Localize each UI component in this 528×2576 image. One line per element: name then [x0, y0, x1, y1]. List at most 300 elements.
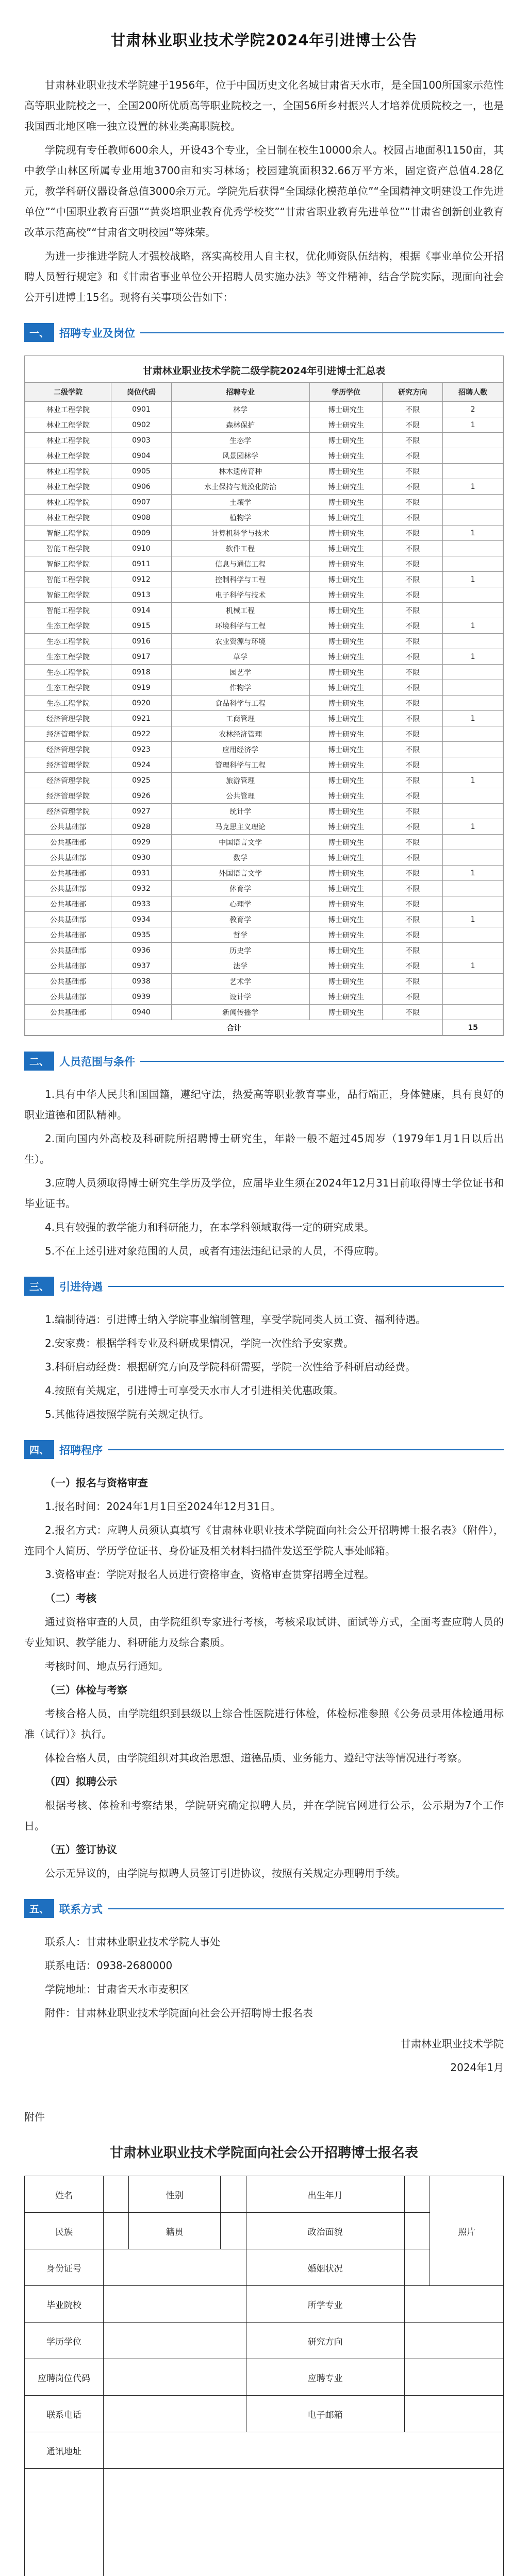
form-label — [25, 2469, 104, 2576]
form-field — [404, 2249, 430, 2286]
table-cell: 不限 — [383, 572, 443, 587]
table-row — [25, 804, 503, 819]
table-cell — [443, 603, 503, 618]
table-cell: 水土保持与荒漠化防治 — [171, 479, 309, 495]
table-cell: 博士研究生 — [309, 603, 383, 618]
table-cell: 1 — [443, 649, 503, 665]
table-cell: 智能工程学院 — [25, 572, 111, 587]
table-cell: 1 — [443, 912, 503, 927]
table-cell: 智能工程学院 — [25, 587, 111, 603]
table-cell: 博士研究生 — [309, 433, 383, 448]
table-cell: 博士研究生 — [309, 1005, 383, 1020]
table-cell — [443, 850, 503, 866]
table-cell: 不限 — [383, 912, 443, 927]
table-row — [25, 495, 503, 510]
table-row — [25, 881, 503, 896]
table-cell: 不限 — [383, 989, 443, 1005]
table-cell: 林业工程学院 — [25, 417, 111, 433]
section-heading-5 — [24, 1899, 504, 1918]
table-cell: 不限 — [383, 665, 443, 680]
table-cell: 博士研究生 — [309, 556, 383, 572]
table-cell: 不限 — [383, 742, 443, 757]
table-cell: 0911 — [111, 556, 172, 572]
table-cell: 不限 — [383, 541, 443, 556]
form-field — [221, 2176, 246, 2213]
table-cell: 不限 — [383, 881, 443, 896]
form-label: 通讯地址 — [25, 2432, 104, 2469]
section-rule — [108, 1286, 504, 1287]
table-cell — [443, 464, 503, 479]
table-row — [25, 618, 503, 634]
section-number: 四、 — [24, 1440, 54, 1459]
table-cell: 博士研究生 — [309, 943, 383, 958]
table-cell: 0906 — [111, 479, 172, 495]
intro — [24, 75, 504, 308]
table-cell: 公共基础部 — [25, 866, 111, 881]
table-cell: 博士研究生 — [309, 958, 383, 974]
table-row — [25, 835, 503, 850]
section-number: 五、 — [24, 1899, 54, 1918]
table-row — [25, 866, 503, 881]
table-cell: 外国语言文学 — [171, 866, 309, 881]
table-cell: 博士研究生 — [309, 572, 383, 587]
form-label: 联系电话 — [25, 2396, 104, 2432]
table-cell: 不限 — [383, 835, 443, 850]
table-cell: 林业工程学院 — [25, 402, 111, 417]
form-field — [404, 2176, 430, 2213]
paragraph: 1.具有中华人民共和国国籍，遵纪守法，热爱高等职业教育事业，品行端正，身体健康，具有良好的职业道德和团队精神。 — [24, 1088, 504, 1121]
table-cell: 不限 — [383, 726, 443, 742]
table-cell: 生态工程学院 — [25, 680, 111, 696]
table-row — [25, 773, 503, 788]
form-row — [25, 2432, 504, 2469]
table-cell: 智能工程学院 — [25, 526, 111, 541]
table-cell: 公共基础部 — [25, 819, 111, 835]
section-3-body — [24, 1309, 504, 1425]
table-cell: 0935 — [111, 927, 172, 943]
table-cell: 博士研究生 — [309, 742, 383, 757]
table-cell: 0928 — [111, 819, 172, 835]
table-row — [25, 510, 503, 526]
paragraph: 联系人：甘肃林业职业技术学院人事处 — [45, 1936, 220, 1948]
table-cell: 不限 — [383, 850, 443, 866]
table-cell: 软件工程 — [171, 541, 309, 556]
table-cell: 应用经济学 — [171, 742, 309, 757]
table-cell: 博士研究生 — [309, 479, 383, 495]
table-cell: 数学 — [171, 850, 309, 866]
table-cell: 不限 — [383, 896, 443, 912]
table-cell: 公共基础部 — [25, 835, 111, 850]
table-cell: 历史学 — [171, 943, 309, 958]
paragraph: 体检合格人员，由学院组织对其政治思想、道德品质、业务能力、遵纪守法等情况进行考察。 — [45, 1752, 468, 1764]
table-cell: 博士研究生 — [309, 757, 383, 773]
jobs-table — [25, 382, 503, 1036]
signoff-org: 甘肃林业职业技术学院 — [401, 2038, 504, 2050]
form-label: 学历学位 — [25, 2323, 104, 2359]
table-cell — [443, 556, 503, 572]
table-cell: 0927 — [111, 804, 172, 819]
table-cell: 公共基础部 — [25, 974, 111, 989]
table-cell: 博士研究生 — [309, 526, 383, 541]
table-cell: 计算机科学与技术 — [171, 526, 309, 541]
section-rule — [108, 1449, 504, 1450]
table-cell — [443, 680, 503, 696]
table-cell: 不限 — [383, 603, 443, 618]
table-cell: 土壤学 — [171, 495, 309, 510]
table-row — [25, 742, 503, 757]
table-cell: 0909 — [111, 526, 172, 541]
form-field — [221, 2213, 246, 2249]
table-cell — [443, 896, 503, 912]
table-cell: 新闻传播学 — [171, 1005, 309, 1020]
form-field — [404, 2396, 503, 2432]
table-cell: 博士研究生 — [309, 819, 383, 835]
table-cell: 公共基础部 — [25, 989, 111, 1005]
table-row — [25, 417, 503, 433]
table-cell — [443, 726, 503, 742]
table-row — [25, 757, 503, 773]
table-cell: 博士研究生 — [309, 680, 383, 696]
form-label: 应聘岗位代码 — [25, 2359, 104, 2396]
form-label: 电子邮箱 — [246, 2396, 404, 2432]
table-cell: 0924 — [111, 757, 172, 773]
form-row — [25, 2469, 504, 2576]
table-cell: 生态工程学院 — [25, 665, 111, 680]
table-header-cell: 研究方向 — [383, 383, 443, 402]
paragraph: 1.编制待遇：引进博士纳入学院事业编制管理，享受学院同类人员工资、福利待遇。 — [45, 1313, 426, 1326]
table-row — [25, 433, 503, 448]
form-field — [404, 2286, 503, 2323]
table-body — [25, 402, 503, 1036]
table-cell: 不限 — [383, 696, 443, 711]
table-cell: 不限 — [383, 634, 443, 649]
table-cell: 1 — [443, 618, 503, 634]
section-label: 引进待遇 — [59, 1280, 103, 1293]
table-cell: 1 — [443, 572, 503, 587]
table-cell: 经济管理学院 — [25, 711, 111, 726]
table-cell: 经济管理学院 — [25, 788, 111, 804]
table-cell — [443, 989, 503, 1005]
paragraph: 5.不在上述引进对象范围的人员，或者有违法违纪记录的人员，不得应聘。 — [45, 1245, 385, 1257]
table-cell: 教育学 — [171, 912, 309, 927]
table-cell: 0907 — [111, 495, 172, 510]
paragraph: 1.报名时间：2024年1月1日至2024年12月31日。 — [45, 1500, 281, 1513]
table-cell — [443, 804, 503, 819]
table-cell: 设计学 — [171, 989, 309, 1005]
paragraph: 根据考核、体检和考察结果，学院研究确定拟聘人员，并在学院官网进行公示，公示期为7个工作日。 — [24, 1799, 504, 1832]
form-field — [104, 2286, 246, 2323]
table-header-cell: 二级学院 — [25, 383, 111, 402]
table-cell: 农业资源与环境 — [171, 634, 309, 649]
jobs-table-wrap — [24, 355, 504, 1036]
table-cell: 1 — [443, 711, 503, 726]
table-row — [25, 587, 503, 603]
table-cell: 作物学 — [171, 680, 309, 696]
table-cell: 不限 — [383, 448, 443, 464]
table-cell: 农林经济管理 — [171, 726, 309, 742]
form-field — [404, 2359, 503, 2396]
table-cell: 1 — [443, 526, 503, 541]
table-row — [25, 649, 503, 665]
table-cell: 不限 — [383, 711, 443, 726]
table-row — [25, 958, 503, 974]
table-row — [25, 464, 503, 479]
table-cell: 生态学 — [171, 433, 309, 448]
form-label: 籍贯 — [129, 2213, 221, 2249]
table-cell: 2 — [443, 402, 503, 417]
form-field — [404, 2213, 430, 2249]
table-row — [25, 927, 503, 943]
table-cell: 0940 — [111, 1005, 172, 1020]
table-cell: 公共基础部 — [25, 881, 111, 896]
table-cell: 林业工程学院 — [25, 448, 111, 464]
table-cell — [443, 974, 503, 989]
table-cell: 0904 — [111, 448, 172, 464]
form-label: 毕业院校 — [25, 2286, 104, 2323]
table-cell: 中国语言文学 — [171, 835, 309, 850]
table-cell: 公共基础部 — [25, 896, 111, 912]
table-cell: 经济管理学院 — [25, 726, 111, 742]
table-cell: 博士研究生 — [309, 974, 383, 989]
table-cell: 公共基础部 — [25, 943, 111, 958]
table-row — [25, 696, 503, 711]
form-label: 性别 — [129, 2176, 221, 2213]
table-row — [25, 572, 503, 587]
table-row — [25, 680, 503, 696]
paragraph: 2.面向国内外高校及科研院所招聘博士研究生，年龄一般不超过45周岁（1979年1月1日以后出生）。 — [24, 1132, 504, 1165]
table-cell: 公共管理 — [171, 788, 309, 804]
table-cell: 0915 — [111, 618, 172, 634]
table-cell: 环境科学与工程 — [171, 618, 309, 634]
table-cell: 0930 — [111, 850, 172, 866]
jobs-table-title: 甘肃林业职业技术学院二级学院2024年引进博士汇总表 — [142, 365, 386, 377]
form-label: 政治面貌 — [246, 2213, 404, 2249]
table-cell: 不限 — [383, 618, 443, 634]
form-field — [104, 2432, 504, 2469]
paragraph: 3.资格审查：学院对报名人员进行资格审查，资格审查贯穿招聘全过程。 — [45, 1568, 375, 1581]
table-cell: 0929 — [111, 835, 172, 850]
article — [24, 0, 504, 2576]
table-cell — [443, 541, 503, 556]
subsection-heading: （五）签订协议 — [45, 1843, 117, 1856]
section-label: 招聘专业及岗位 — [59, 327, 136, 340]
table-cell — [443, 448, 503, 464]
table-cell: 体育学 — [171, 881, 309, 896]
paragraph: 学院现有专任教师600余人，开设43个专业，全日制在校生10000余人。校园占地面积1150亩，其中教学山林区所属专业用地3700亩和实习林场；校园建筑面积32.66万平方米，固定资产总值4.28亿元，教学科研仪器设备总值3000余万元。学院先后获得“全国绿化模范单位”“全国精神文明建设工作先进单位”“中国职业教育百强”“黄炎培职业教育优秀学校奖”“甘肃省职业教育先进单位”“甘肃省创新创业教育改革示范高校”“甘肃省文明校园”等殊荣。 — [24, 144, 504, 239]
table-cell: 0910 — [111, 541, 172, 556]
table-cell: 0905 — [111, 464, 172, 479]
table-cell: 不限 — [383, 819, 443, 835]
table-row — [25, 479, 503, 495]
table-cell: 不限 — [383, 757, 443, 773]
form-label: 姓名 — [25, 2176, 104, 2213]
table-cell: 0934 — [111, 912, 172, 927]
section-rule — [140, 332, 504, 333]
table-row — [25, 1005, 503, 1020]
table-cell — [443, 757, 503, 773]
table-cell: 林业工程学院 — [25, 495, 111, 510]
table-cell: 博士研究生 — [309, 402, 383, 417]
paragraph: 考核时间、地点另行通知。 — [45, 1660, 169, 1672]
form-row — [25, 2396, 504, 2432]
table-cell: 不限 — [383, 417, 443, 433]
table-cell — [443, 634, 503, 649]
table-header-cell: 招聘人数 — [443, 383, 503, 402]
table-cell: 0920 — [111, 696, 172, 711]
table-cell: 生态工程学院 — [25, 618, 111, 634]
table-cell: 0903 — [111, 433, 172, 448]
table-cell: 不限 — [383, 433, 443, 448]
table-cell: 博士研究生 — [309, 912, 383, 927]
paragraph: 甘肃林业职业技术学院建于1956年，位于中国历史文化名城甘肃省天水市，是全国100所国家示范性高等职业院校之一，全国200所优质高等职业院校之一，全国56所乡村振兴人才培养优质院校之一，也是我国西北地区唯一独立设置的林业类高职院校。 — [24, 79, 504, 132]
table-cell: 博士研究生 — [309, 726, 383, 742]
table-cell: 法学 — [171, 958, 309, 974]
table-cell: 不限 — [383, 680, 443, 696]
table-cell: 公共基础部 — [25, 850, 111, 866]
paragraph: 学院地址：甘肃省天水市麦积区 — [45, 1983, 189, 1995]
table-cell: 博士研究生 — [309, 696, 383, 711]
form-row — [25, 2286, 504, 2323]
table-cell: 不限 — [383, 866, 443, 881]
table-cell: 控制科学与工程 — [171, 572, 309, 587]
table-cell: 博士研究生 — [309, 927, 383, 943]
table-cell: 不限 — [383, 402, 443, 417]
table-cell: 0901 — [111, 402, 172, 417]
table-cell: 0921 — [111, 711, 172, 726]
table-cell: 博士研究生 — [309, 896, 383, 912]
table-header-cell: 学历学位 — [309, 383, 383, 402]
form-field — [104, 2469, 504, 2576]
table-cell: 不限 — [383, 464, 443, 479]
table-row — [25, 665, 503, 680]
table-cell: 马克思主义理论 — [171, 819, 309, 835]
table-cell: 0926 — [111, 788, 172, 804]
table-row — [25, 726, 503, 742]
paragraph: 附件：甘肃林业职业技术学院面向社会公开招聘博士报名表 — [45, 2007, 313, 2019]
annex-label: 附件 — [24, 2111, 45, 2123]
subsection-heading: （四）拟聘公示 — [45, 1775, 117, 1788]
table-header-cell: 招聘专业 — [171, 383, 309, 402]
table-cell: 公共基础部 — [25, 958, 111, 974]
table-cell — [443, 510, 503, 526]
form-field — [404, 2323, 503, 2359]
table-row — [25, 850, 503, 866]
section-heading-3 — [24, 1277, 504, 1296]
form-field — [104, 2213, 129, 2249]
table-cell: 博士研究生 — [309, 649, 383, 665]
table-cell: 不限 — [383, 479, 443, 495]
section-label: 人员范围与条件 — [59, 1055, 136, 1068]
table-cell: 博士研究生 — [309, 587, 383, 603]
table-cell: 不限 — [383, 526, 443, 541]
table-cell: 公共基础部 — [25, 927, 111, 943]
table-cell: 不限 — [383, 556, 443, 572]
table-cell: 智能工程学院 — [25, 556, 111, 572]
table-row — [25, 541, 503, 556]
table-cell: 哲学 — [171, 927, 309, 943]
table-cell: 博士研究生 — [309, 618, 383, 634]
paragraph: 考核合格人员，由学院组织到县级以上综合性医院进行体检，体检标准参照《公务员录用体检通用标准（试行）》执行。 — [24, 1707, 504, 1740]
table-cell: 不限 — [383, 788, 443, 804]
section-2-body — [24, 1084, 504, 1261]
form-field — [104, 2396, 246, 2432]
table-cell: 不限 — [383, 773, 443, 788]
table-cell: 不限 — [383, 649, 443, 665]
table-cell: 食品科学与工程 — [171, 696, 309, 711]
subsection-heading: （一）报名与资格审查 — [45, 1477, 148, 1489]
paragraph: 3.科研启动经费：根据研究方向及学院科研需要，学院一次性给予科研启动经费。 — [45, 1361, 416, 1373]
table-cell: 0922 — [111, 726, 172, 742]
table-cell: 博士研究生 — [309, 711, 383, 726]
table-cell: 博士研究生 — [309, 835, 383, 850]
form-row — [25, 2359, 504, 2396]
photo-box: 照片 — [430, 2176, 504, 2286]
table-cell: 林业工程学院 — [25, 510, 111, 526]
table-cell: 林学 — [171, 402, 309, 417]
section-4-body — [24, 1472, 504, 1884]
form-label: 婚姻状况 — [246, 2249, 404, 2286]
table-cell: 统计学 — [171, 804, 309, 819]
table-cell: 0916 — [111, 634, 172, 649]
table-cell: 博士研究生 — [309, 989, 383, 1005]
table-cell: 心理学 — [171, 896, 309, 912]
table-cell — [443, 788, 503, 804]
table-cell: 0919 — [111, 680, 172, 696]
section-heading-4 — [24, 1440, 504, 1459]
section-rule — [108, 1908, 504, 1909]
table-cell: 博士研究生 — [309, 541, 383, 556]
table-cell: 不限 — [383, 495, 443, 510]
table-cell: 博士研究生 — [309, 448, 383, 464]
table-cell: 智能工程学院 — [25, 603, 111, 618]
table-cell: 不限 — [383, 943, 443, 958]
table-cell: 0925 — [111, 773, 172, 788]
table-cell: 经济管理学院 — [25, 757, 111, 773]
form-big-rows — [25, 2469, 504, 2576]
table-cell: 1 — [443, 773, 503, 788]
form-label: 研究方向 — [246, 2323, 404, 2359]
paragraph: 联系电话：0938-2680000 — [45, 1959, 173, 1972]
table-cell: 林木遗传育种 — [171, 464, 309, 479]
table-cell: 公共基础部 — [25, 912, 111, 927]
paragraph: 5.其他待遇按照学院有关规定执行。 — [45, 1408, 210, 1420]
table-cell — [443, 665, 503, 680]
table-cell — [443, 943, 503, 958]
paragraph: 为进一步推进学院人才强校战略，落实高校用人自主权，优化师资队伍结构，根据《事业单位公开招聘人员暂行规定》和《甘肃省事业单位公开招聘人员实施办法》等文件精神，结合学院实际，现面向社会公开引进博士15名。现将有关事项公告如下： — [24, 250, 504, 303]
form-title: 甘肃林业职业技术学院面向社会公开招聘博士报名表 — [109, 2145, 418, 2161]
section-heading-2 — [24, 1052, 504, 1071]
table-cell: 不限 — [383, 927, 443, 943]
table-cell: 管理科学与工程 — [171, 757, 309, 773]
paragraph: 公示无异议的，由学院与拟聘人员签订引进协议，按照有关规定办理聘用手续。 — [45, 1867, 406, 1879]
table-cell: 博士研究生 — [309, 634, 383, 649]
page-title: 甘肃林业职业技术学院2024年引进博士公告 — [110, 31, 418, 49]
table-cell: 生态工程学院 — [25, 634, 111, 649]
table-cell: 信息与通信工程 — [171, 556, 309, 572]
table-cell — [443, 433, 503, 448]
form-label: 民族 — [25, 2213, 104, 2249]
table-cell: 经济管理学院 — [25, 804, 111, 819]
table-cell: 0912 — [111, 572, 172, 587]
paragraph: 4.具有较强的教学能力和科研能力，在本学科领域取得一定的研究成果。 — [45, 1221, 375, 1233]
table-row — [25, 912, 503, 927]
table-cell: 0936 — [111, 943, 172, 958]
table-cell: 博士研究生 — [309, 850, 383, 866]
paragraph: 2.安家费：根据学科专业及科研成果情况，学院一次性给予安家费。 — [45, 1337, 354, 1349]
table-cell — [443, 696, 503, 711]
section-rule — [140, 1061, 504, 1062]
table-cell: 0908 — [111, 510, 172, 526]
